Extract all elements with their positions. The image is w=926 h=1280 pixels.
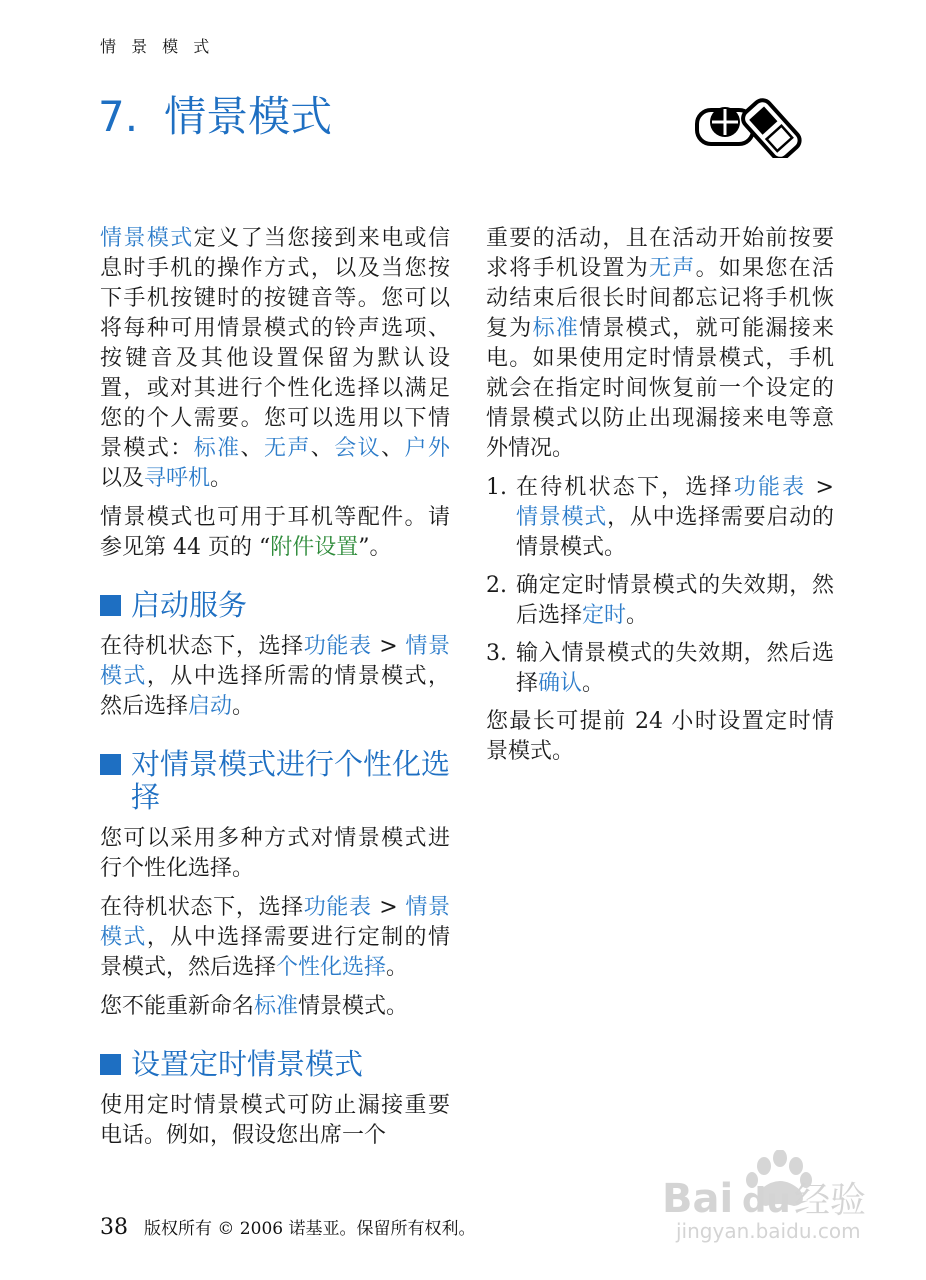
intro-text: 定义了当您接到来电或信息时手机的操作方式，以及当您按下手机按键时的按键音等。您可以将每种可用情景模式的铃声选项、按键音及其他设置保留为默认设置，或对其进行个性化选择以满足您的个人需要。您可以选用以下情景模式： — [100, 226, 450, 461]
list-item — [486, 473, 834, 563]
step-number: 1. — [486, 475, 507, 500]
left-column — [100, 224, 450, 1160]
page-number: 38 — [100, 1215, 128, 1240]
step-text-part: 在待机状态下，选择 — [516, 475, 734, 500]
path-separator: > — [371, 634, 406, 659]
chapter-title-text: 情景模式 — [164, 92, 333, 141]
conjunction: 以及 — [100, 466, 145, 491]
profile-meeting-link[interactable]: 会议 — [334, 436, 382, 461]
section-square-icon — [100, 754, 121, 775]
profile-outdoor-link[interactable]: 户外 — [404, 436, 450, 461]
baidu-jingyan-watermark-icon — [656, 1150, 886, 1244]
right-column — [486, 224, 834, 776]
profiles-menu-link[interactable]: 情景模式 — [100, 634, 450, 689]
activate-option-link[interactable]: 启动 — [188, 694, 233, 719]
section-timed-heading — [100, 1048, 450, 1081]
step-number: 3. — [486, 641, 507, 666]
watermark-url: jingyan.baidu.com — [676, 1219, 861, 1243]
personalize-option-link[interactable]: 个性化选择 — [276, 955, 387, 980]
running-header: 情 景 模 式 — [100, 37, 215, 56]
accessory-paragraph — [100, 503, 450, 563]
period: 。 — [210, 466, 233, 491]
page-footer — [100, 1214, 475, 1240]
section-activate-title: 启动服务 — [131, 588, 248, 622]
separator: 、 — [240, 436, 264, 461]
section-activate-heading — [100, 589, 450, 622]
profiles-menu-link[interactable]: 情景模式 — [100, 895, 450, 950]
activate-text: 在待机状态下，选择 — [100, 634, 304, 659]
personalize-paragraph-2 — [100, 893, 450, 983]
personalize-text: 在待机状态下，选择 — [100, 895, 304, 920]
section-square-icon — [100, 1054, 121, 1075]
list-item — [486, 639, 834, 699]
period: 。 — [582, 671, 605, 696]
menu-link[interactable]: 功能表 — [733, 475, 807, 500]
section-square-icon — [100, 595, 121, 616]
intro-paragraph — [100, 224, 450, 494]
chapter-number: 7. — [98, 92, 139, 141]
period: 。 — [626, 603, 649, 628]
step-text — [516, 473, 834, 563]
separator: 、 — [310, 436, 335, 461]
personalize-paragraph-1: 您可以采用多种方式对情景模式进行个性化选择。 — [100, 826, 450, 881]
section-timed-title: 设置定时情景模式 — [131, 1047, 364, 1081]
timed-continued-paragraph — [486, 224, 834, 464]
copyright-text: 版权所有 © 2006 诺基亚。保留所有权利。 — [144, 1219, 476, 1239]
profile-standard-link[interactable]: 标准 — [193, 436, 241, 461]
profile-standard-link[interactable]: 标准 — [254, 994, 299, 1019]
accessory-text-end: ”。 — [358, 535, 392, 560]
timed-text-2: 。如果您在活动结束后很长时间都忘记将手机恢复为 — [486, 256, 834, 341]
chapter-title — [98, 84, 332, 144]
rename-note-paragraph — [100, 992, 450, 1022]
section-personalize-heading — [100, 748, 450, 814]
separator: 、 — [381, 436, 405, 461]
path-separator: > — [806, 475, 834, 500]
profiles-link[interactable]: 情景模式 — [100, 226, 194, 251]
profile-silent-link[interactable]: 无声 — [263, 436, 311, 461]
profile-silent-link[interactable]: 无声 — [648, 256, 696, 281]
watermark-brand2: du — [742, 1181, 791, 1221]
period: 。 — [232, 694, 255, 719]
step-text-part: 输入情景模式的失效期，然后选择 — [516, 641, 834, 696]
step-text-part: ，从中选择需要启动的情景模式。 — [516, 505, 834, 560]
accessory-text: 情景模式也可用于耳机等配件。请参见第 44 页的 “ — [100, 505, 450, 560]
menu-link[interactable]: 功能表 — [303, 634, 372, 659]
step-text — [516, 639, 834, 699]
period: 。 — [386, 955, 409, 980]
profile-phone-icon — [694, 96, 804, 158]
confirm-option-link[interactable]: 确认 — [538, 671, 583, 696]
list-item — [486, 571, 834, 631]
watermark-brand: Bai — [662, 1176, 734, 1222]
watermark-cn: 经验 — [794, 1180, 867, 1221]
timed-option-link[interactable]: 定时 — [582, 603, 627, 628]
timed-steps-list — [486, 473, 834, 699]
menu-link[interactable]: 功能表 — [303, 895, 372, 920]
step-text-part: 确定定时情景模式的失效期，然后选择 — [516, 573, 834, 628]
timed-text-3: 情景模式，就可能漏接来电。如果使用定时情景模式，手机就会在指定时间恢复前一个设定的情景模式以防止出现漏接来电等意外情况。 — [486, 316, 834, 461]
timed-text: 重要的活动，且在活动开始前按要求将手机设置为 — [486, 226, 834, 281]
personalize-text-2: ，从中选择需要进行定制的情景模式，然后选择 — [100, 925, 450, 980]
rename-text: 您不能重新命名 — [100, 994, 255, 1019]
activate-paragraph — [100, 632, 450, 722]
rename-text-end: 情景模式。 — [298, 994, 409, 1019]
step-text — [516, 571, 834, 631]
path-separator: > — [371, 895, 406, 920]
accessory-settings-ref[interactable]: 附件设置 — [270, 535, 359, 560]
step-number: 2. — [486, 573, 507, 598]
profile-standard-link[interactable]: 标准 — [532, 316, 580, 341]
profiles-menu-link[interactable]: 情景模式 — [516, 505, 608, 530]
section-personalize-title: 对情景模式进行个性化选择 — [131, 747, 451, 814]
activate-text-2: ，从中选择所需的情景模式，然后选择 — [100, 664, 450, 719]
timed-limit-paragraph: 您最长可提前 24 小时设置定时情景模式。 — [486, 709, 834, 764]
timed-paragraph: 使用定时情景模式可防止漏接重要电话。例如，假设您出席一个 — [100, 1093, 450, 1148]
profile-pager-link[interactable]: 寻呼机 — [144, 466, 211, 491]
